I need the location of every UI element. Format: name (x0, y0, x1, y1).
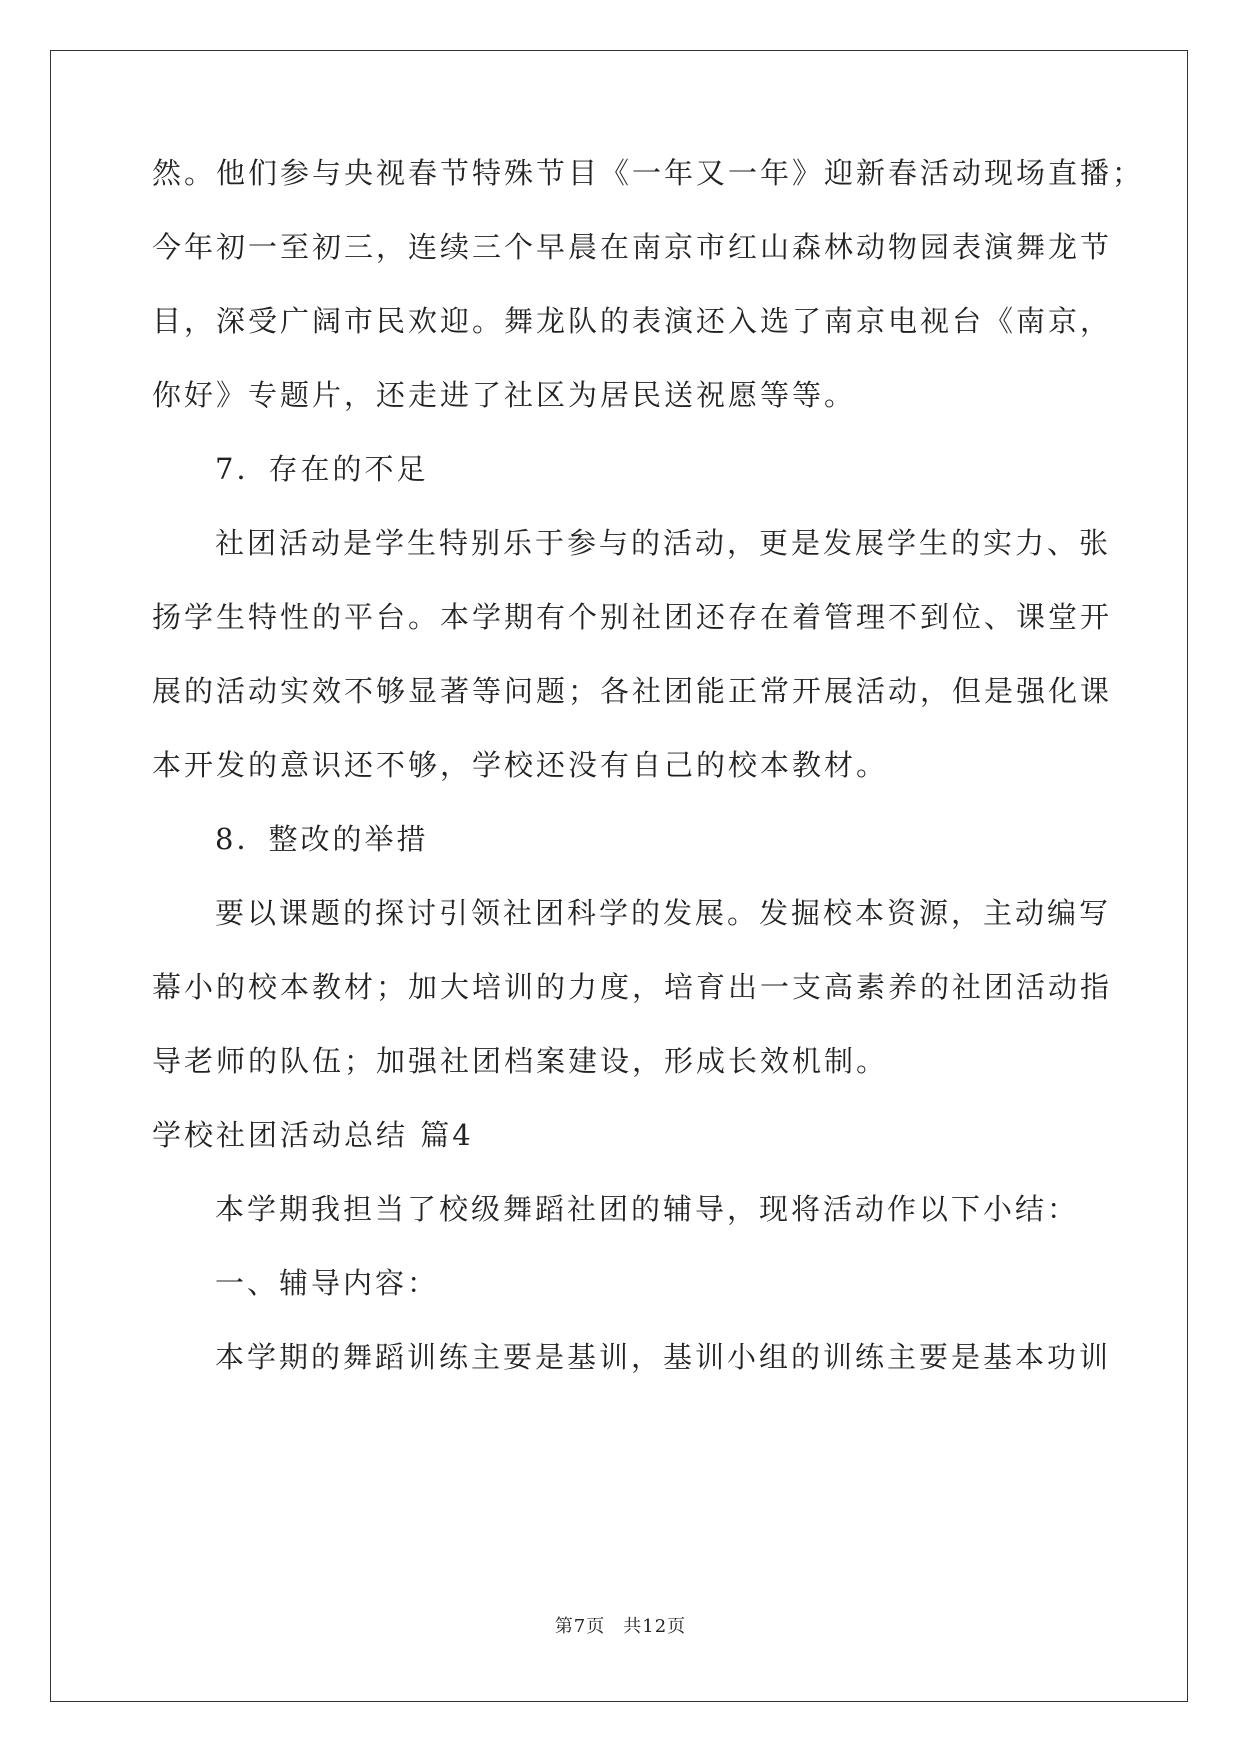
page-footer (0, 1612, 1241, 1638)
paragraph-line: 你好》专题片，还走进了社区为居民送祝愿等等。 (152, 378, 857, 412)
article-title: 学校社团活动总结 篇4 (152, 1118, 474, 1152)
paragraph-line: 展的活动实效不够显著等问题；各社团能正常开展活动，但是强化课 (152, 674, 1113, 708)
paragraph-line: 扬学生特性的平台。本学期有个别社团还存在着管理不到位、课堂开 (152, 600, 1113, 634)
total-pages: 共12页 (623, 1616, 687, 1637)
paragraph-line: 本学期的舞蹈训练主要是基训，基训小组的训练主要是基本功训 (215, 1340, 1112, 1374)
paragraph-line: 目，深受广阔市民欢迎。舞龙队的表演还入选了南京电视台《南京， (152, 304, 1113, 338)
current-page-number: 第7页 (554, 1616, 606, 1637)
section-heading: 8．整改的举措 (215, 822, 429, 856)
paragraph-line: 幕小的校本教材；加大培训的力度，培育出一支高素养的社团活动指 (152, 970, 1113, 1004)
paragraph-line: 本开发的意识还不够，学校还没有自己的校本教材。 (152, 748, 889, 782)
paragraph-line: 今年初一至初三，连续三个早晨在南京市红山森林动物园表演舞龙节 (152, 230, 1113, 264)
paragraph-line: 本学期我担当了校级舞蹈社团的辅导，现将活动作以下小结： (215, 1192, 1080, 1226)
paragraph-line: 要以课题的探讨引领社团科学的发展。发掘校本资源，主动编写 (215, 896, 1112, 930)
section-heading: 一、辅导内容： (215, 1266, 440, 1300)
section-heading: 7．存在的不足 (215, 452, 429, 486)
page-border (50, 50, 1188, 1702)
paragraph-line: 然。他们参与央视春节特殊节目《一年又一年》迎新春活动现场直播； (152, 156, 1145, 190)
paragraph-line: 社团活动是学生特别乐于参与的活动，更是发展学生的实力、张 (215, 526, 1112, 560)
paragraph-line: 导老师的队伍；加强社团档案建设，形成长效机制。 (152, 1044, 889, 1078)
